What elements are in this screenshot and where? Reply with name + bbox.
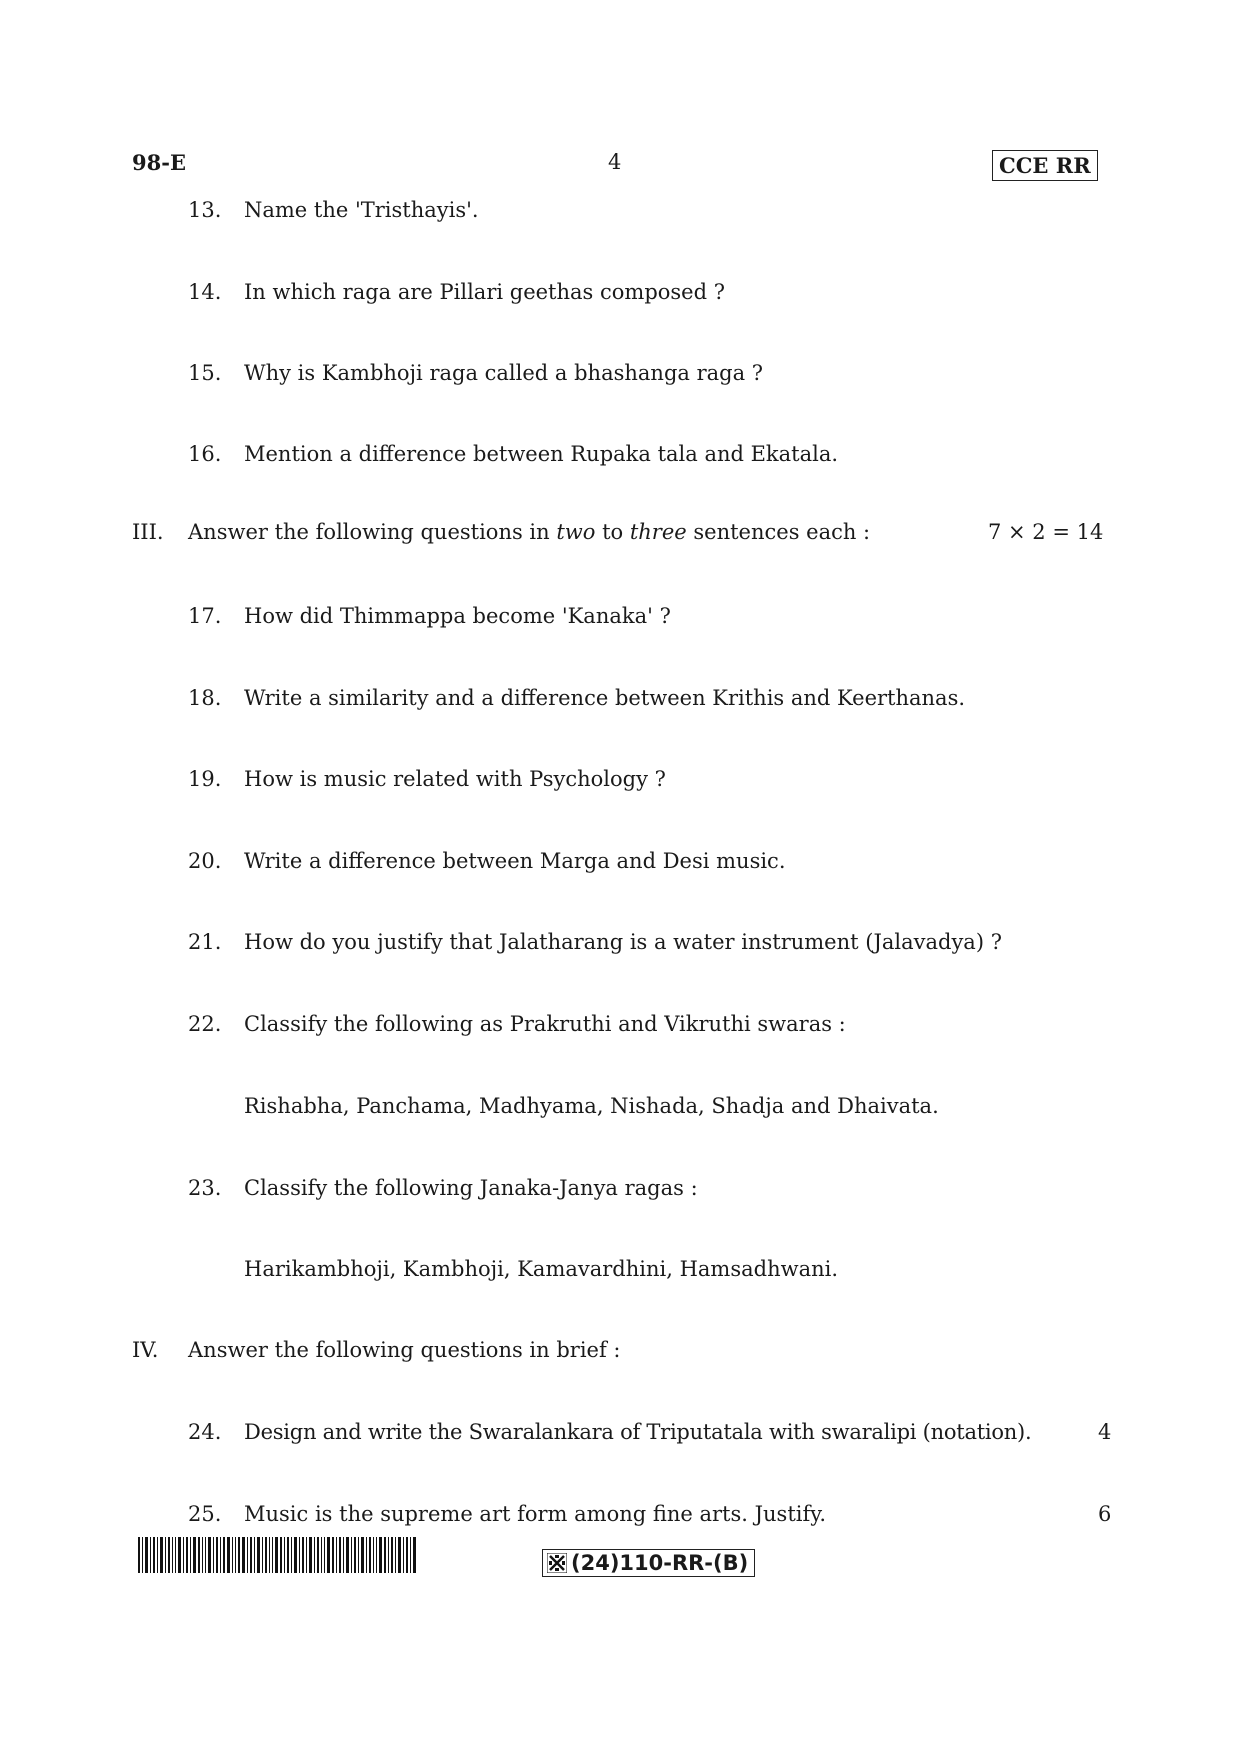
footer-code-box	[542, 1549, 755, 1577]
instruction-emphasis: two	[556, 520, 596, 544]
question-marks: 6	[1098, 1502, 1112, 1526]
instruction-emphasis: three	[629, 520, 687, 544]
barcode-icon	[138, 1537, 418, 1573]
question-text: Music is the supreme art form among fine arts. Justify.	[244, 1502, 827, 1526]
question-number: 19.	[188, 767, 222, 791]
question-number: 22.	[188, 1012, 222, 1036]
question-text: How do you justify that Jalatharang is a water instrument (Jalavadya) ?	[244, 930, 1002, 954]
section-marks: 7 × 2 = 14	[988, 520, 1104, 544]
question-text: How is music related with Psychology ?	[244, 767, 666, 791]
page-number: 4	[608, 150, 622, 174]
instruction-part: sentences each :	[686, 520, 871, 544]
question-text: How did Thimmappa become 'Kanaka' ?	[244, 604, 671, 628]
section-label: III.	[132, 520, 164, 544]
question-text: Classify the following Janaka-Janya ragas :	[244, 1176, 698, 1200]
footer-code: (24)110-RR-(B)	[571, 1551, 749, 1575]
question-number: 23.	[188, 1176, 222, 1200]
question-number: 25.	[188, 1502, 222, 1526]
exam-tag: CCE RR	[992, 150, 1098, 181]
question-subtext: Harikambhoji, Kambhoji, Kamavardhini, Hamsadhwani.	[244, 1257, 839, 1281]
question-number: 14.	[188, 280, 222, 304]
question-number: 24.	[188, 1420, 222, 1444]
question-text: Name the 'Tristhayis'.	[244, 198, 479, 222]
question-number: 21.	[188, 930, 222, 954]
section-label: IV.	[132, 1338, 159, 1362]
section-instruction: Answer the following questions in brief :	[188, 1338, 621, 1362]
instruction-part: Answer the following questions in	[188, 520, 557, 544]
question-number: 15.	[188, 361, 222, 385]
question-text: Design and write the Swaralankara of Triputatala with swaralipi (notation).	[244, 1420, 1032, 1444]
question-number: 18.	[188, 686, 222, 710]
question-number: 13.	[188, 198, 222, 222]
question-number: 17.	[188, 604, 222, 628]
question-subtext: Rishabha, Panchama, Madhyama, Nishada, Shadja and Dhaivata.	[244, 1094, 939, 1118]
section-instruction	[188, 520, 870, 544]
question-text: Write a similarity and a difference between Krithis and Keerthanas.	[244, 686, 966, 710]
question-marks: 4	[1098, 1420, 1112, 1444]
qr-logo-icon	[547, 1553, 567, 1573]
question-number: 20.	[188, 849, 222, 873]
paper-code: 98-E	[132, 150, 186, 175]
question-text: In which raga are Pillari geethas composed ?	[244, 280, 725, 304]
instruction-part: to	[595, 520, 630, 544]
question-text: Write a difference between Marga and Desi music.	[244, 849, 786, 873]
question-text: Mention a difference between Rupaka tala and Ekatala.	[244, 442, 839, 466]
question-number: 16.	[188, 442, 222, 466]
question-text: Why is Kambhoji raga called a bhashanga raga ?	[244, 361, 764, 385]
question-text: Classify the following as Prakruthi and Vikruthi swaras :	[244, 1012, 846, 1036]
